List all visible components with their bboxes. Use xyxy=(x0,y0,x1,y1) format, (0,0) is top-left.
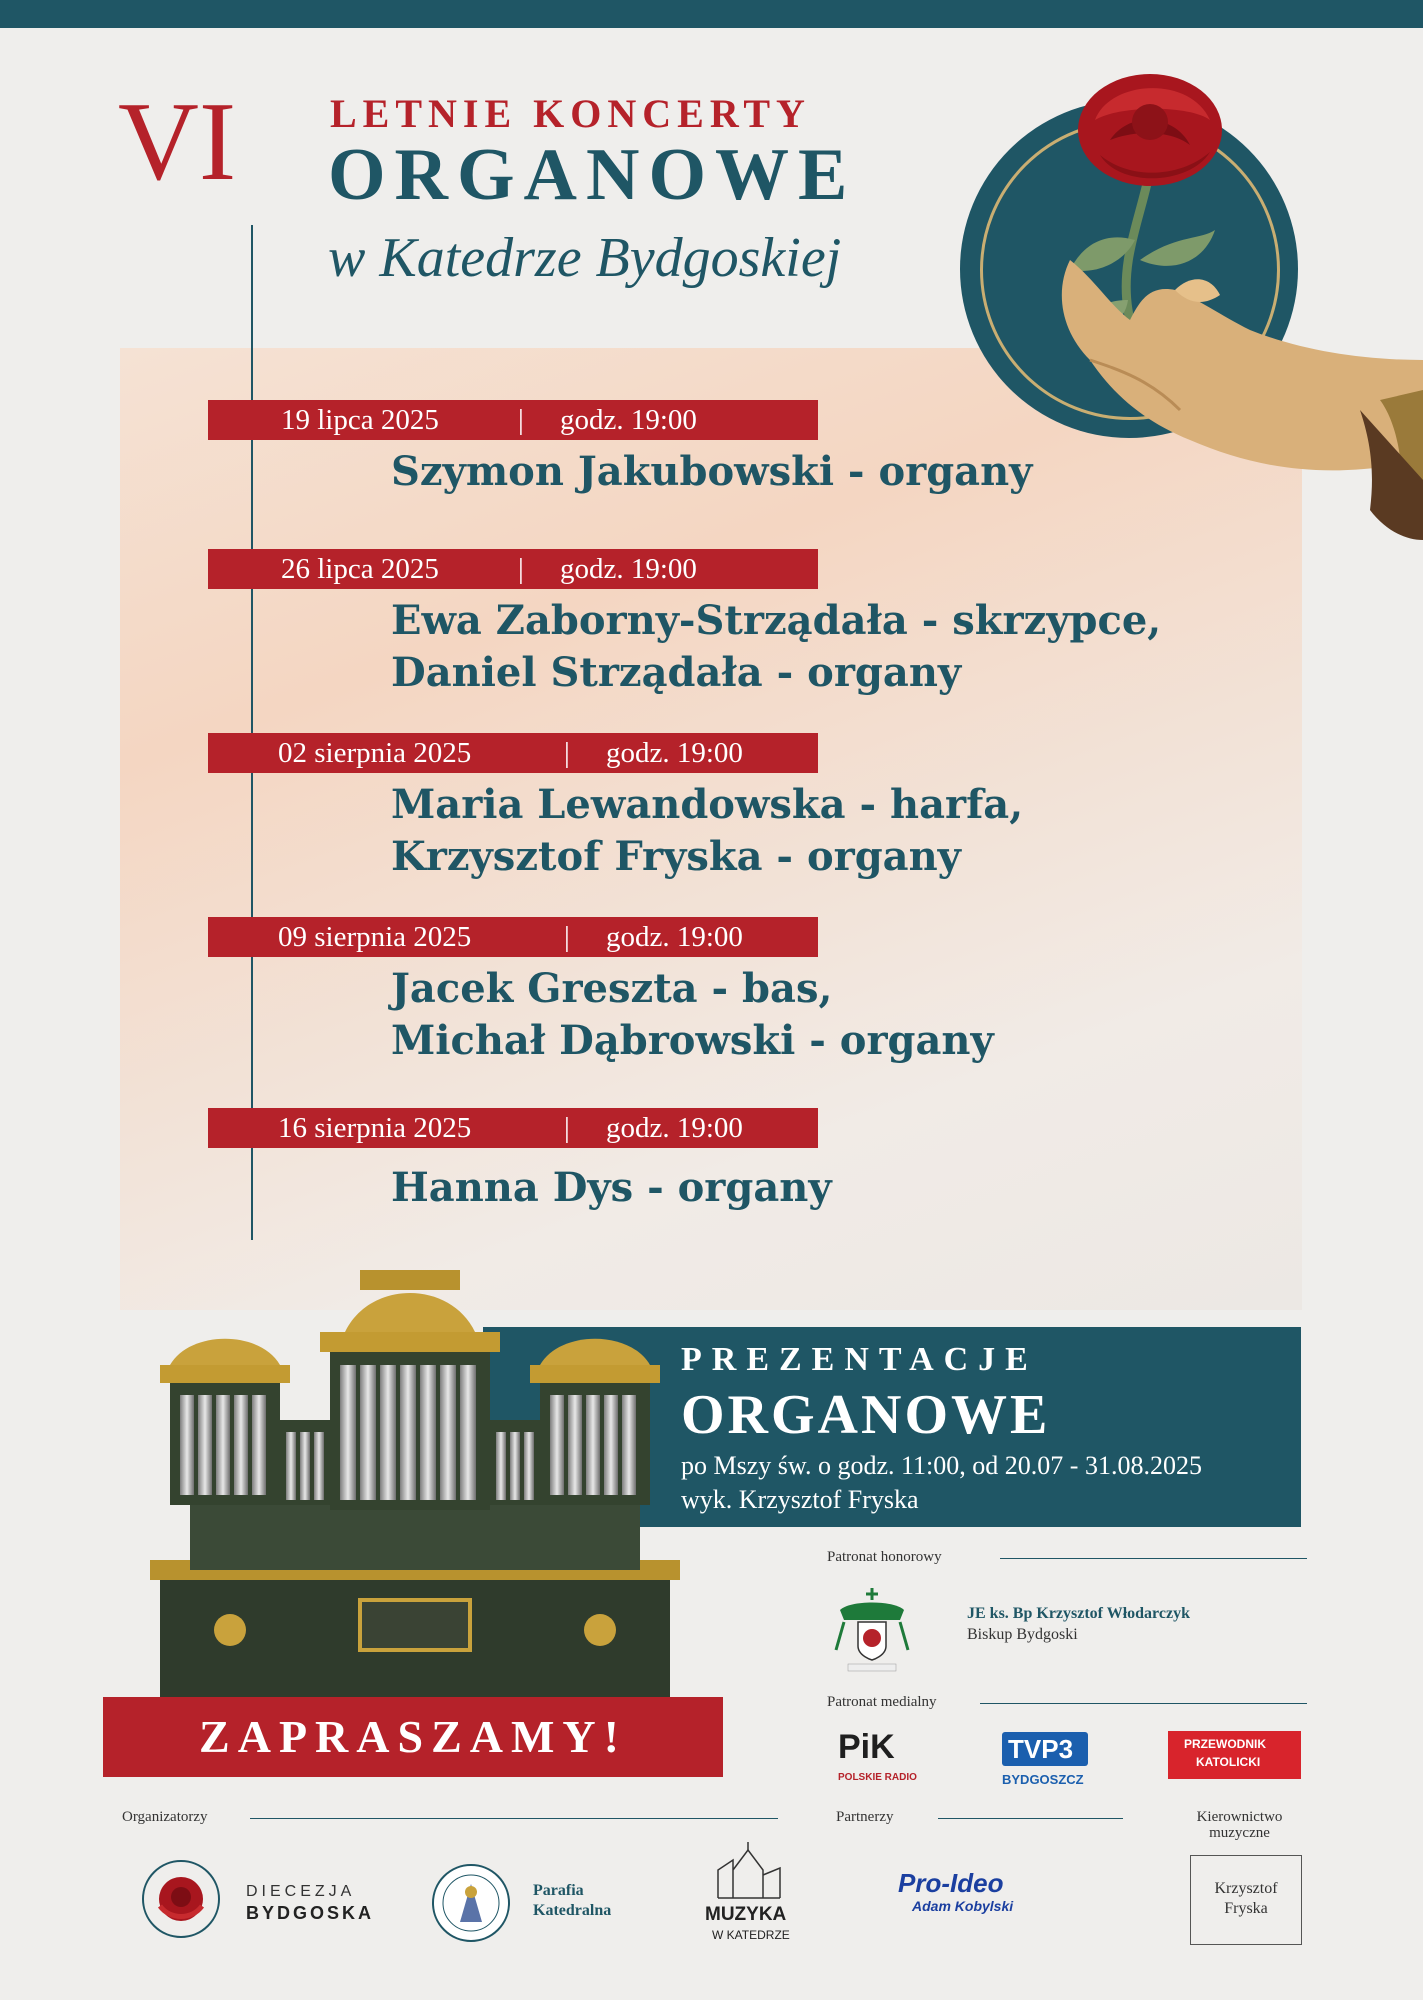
performer-line: Michał Dąbrowski - organy xyxy=(391,1017,994,1064)
date-bar: 02 sierpnia 2025 | godz. 19:00 xyxy=(208,733,818,773)
diocese-line-2: BYDGOSKA xyxy=(246,1903,375,1923)
proideo-subtitle: Adam Kobylski xyxy=(912,1898,1014,1914)
prez-schedule: po Mszy św. o godz. 11:00, od 20.07 - 31.08.2025 xyxy=(681,1451,1202,1480)
muzyka-line-2: W KATEDRZE xyxy=(712,1928,790,1942)
muzyka-line-1: MUZYKA xyxy=(705,1904,787,1925)
concert-4 xyxy=(208,917,1108,1067)
honorary-patron-name: JE ks. Bp Krzysztof Włodarczyk xyxy=(967,1605,1190,1622)
przewodnik-line-2: KATOLICKI xyxy=(1196,1755,1261,1769)
concert-time: godz. 19:00 xyxy=(606,1112,743,1144)
date-bar: 26 lipca 2025 | godz. 19:00 xyxy=(208,549,818,589)
pipe-organ-illustration xyxy=(130,1270,700,1700)
music-director-line-2: Fryska xyxy=(1224,1900,1268,1917)
bishop-coat-of-arms-icon xyxy=(830,1580,915,1675)
diocese-line-1: DIECEZJA xyxy=(246,1883,356,1900)
concert-date: 26 lipca 2025 xyxy=(281,553,439,585)
concert-date: 02 sierpnia 2025 xyxy=(278,737,472,769)
concert-5 xyxy=(208,1108,1108,1214)
rose-in-hand-illustration xyxy=(1000,60,1423,580)
concert-2 xyxy=(208,549,1162,699)
concert-date: 19 lipca 2025 xyxy=(281,404,439,436)
performer-line: Daniel Strządała - organy xyxy=(391,649,962,696)
media-patronage-label: Patronat medialny xyxy=(827,1694,937,1710)
edition-numeral: VI xyxy=(118,80,237,204)
title-line-3: w Katedrze Bydgoskiej xyxy=(328,227,842,289)
title-line-2: ORGANOWE xyxy=(328,134,857,216)
tvp-subtitle: BYDGOSZCZ xyxy=(1002,1772,1084,1787)
honorary-patron-role: Biskup Bydgoski xyxy=(967,1626,1078,1643)
diocese-rose-logo-icon xyxy=(140,1858,222,1940)
performer-line: Jacek Greszta - bas, xyxy=(391,965,833,1012)
concert-date: 09 sierpnia 2025 xyxy=(278,921,472,953)
concert-1 xyxy=(208,400,1108,498)
performer-line: Ewa Zaborny-Strządała - skrzypce, xyxy=(391,597,1162,644)
tvp-logo: TVP3 xyxy=(1008,1734,1074,1764)
performer-line: Szymon Jakubowski - organy xyxy=(391,448,1033,495)
honorary-patronage-label: Patronat honorowy xyxy=(827,1549,942,1565)
przewodnik-line-1: PRZEWODNIK xyxy=(1184,1737,1266,1751)
invite-banner: ZAPRASZAMY! xyxy=(103,1697,723,1777)
parish-line-2: Katedralna xyxy=(533,1902,612,1919)
music-director-line-1: Krzysztof xyxy=(1214,1880,1278,1897)
music-direction-label: Kierownictwo muzyczne xyxy=(1196,1809,1283,1841)
parish-line-1: Parafia xyxy=(533,1882,584,1899)
performer-line: Krzysztof Fryska - organy xyxy=(391,833,961,880)
date-bar: 09 sierpnia 2025 | godz. 19:00 xyxy=(208,917,818,957)
cathedral-sketch-icon xyxy=(708,1840,790,1900)
concert-time: godz. 19:00 xyxy=(560,404,697,436)
proideo-logo: Pro-Ideo xyxy=(898,1868,1004,1898)
organizers-label: Organizatorzy xyxy=(122,1809,208,1825)
concert-date: 16 sierpnia 2025 xyxy=(278,1112,472,1144)
pik-logo: PiK xyxy=(838,1728,895,1766)
parish-seal-icon xyxy=(430,1862,512,1944)
title-line-1: LETNIE KONCERTY xyxy=(330,91,811,136)
date-bar: 16 sierpnia 2025 | godz. 19:00 xyxy=(208,1108,818,1148)
top-bar xyxy=(0,0,1423,28)
performer-line: Maria Lewandowska - harfa, xyxy=(391,781,1024,828)
partners-label: Partnerzy xyxy=(836,1809,894,1825)
prez-performer: wyk. Krzysztof Fryska xyxy=(681,1485,919,1514)
concert-time: godz. 19:00 xyxy=(606,921,743,953)
date-bar: 19 lipca 2025 | godz. 19:00 xyxy=(208,400,818,440)
concert-time: godz. 19:00 xyxy=(560,553,697,585)
concert-time: godz. 19:00 xyxy=(606,737,743,769)
prez-line-1: PREZENTACJE xyxy=(681,1341,1038,1378)
pik-subtitle: POLSKIE RADIO xyxy=(838,1772,917,1783)
performer-line: Hanna Dys - organy xyxy=(391,1164,832,1211)
prez-line-2: ORGANOWE xyxy=(681,1384,1051,1446)
concert-3 xyxy=(208,733,1108,883)
